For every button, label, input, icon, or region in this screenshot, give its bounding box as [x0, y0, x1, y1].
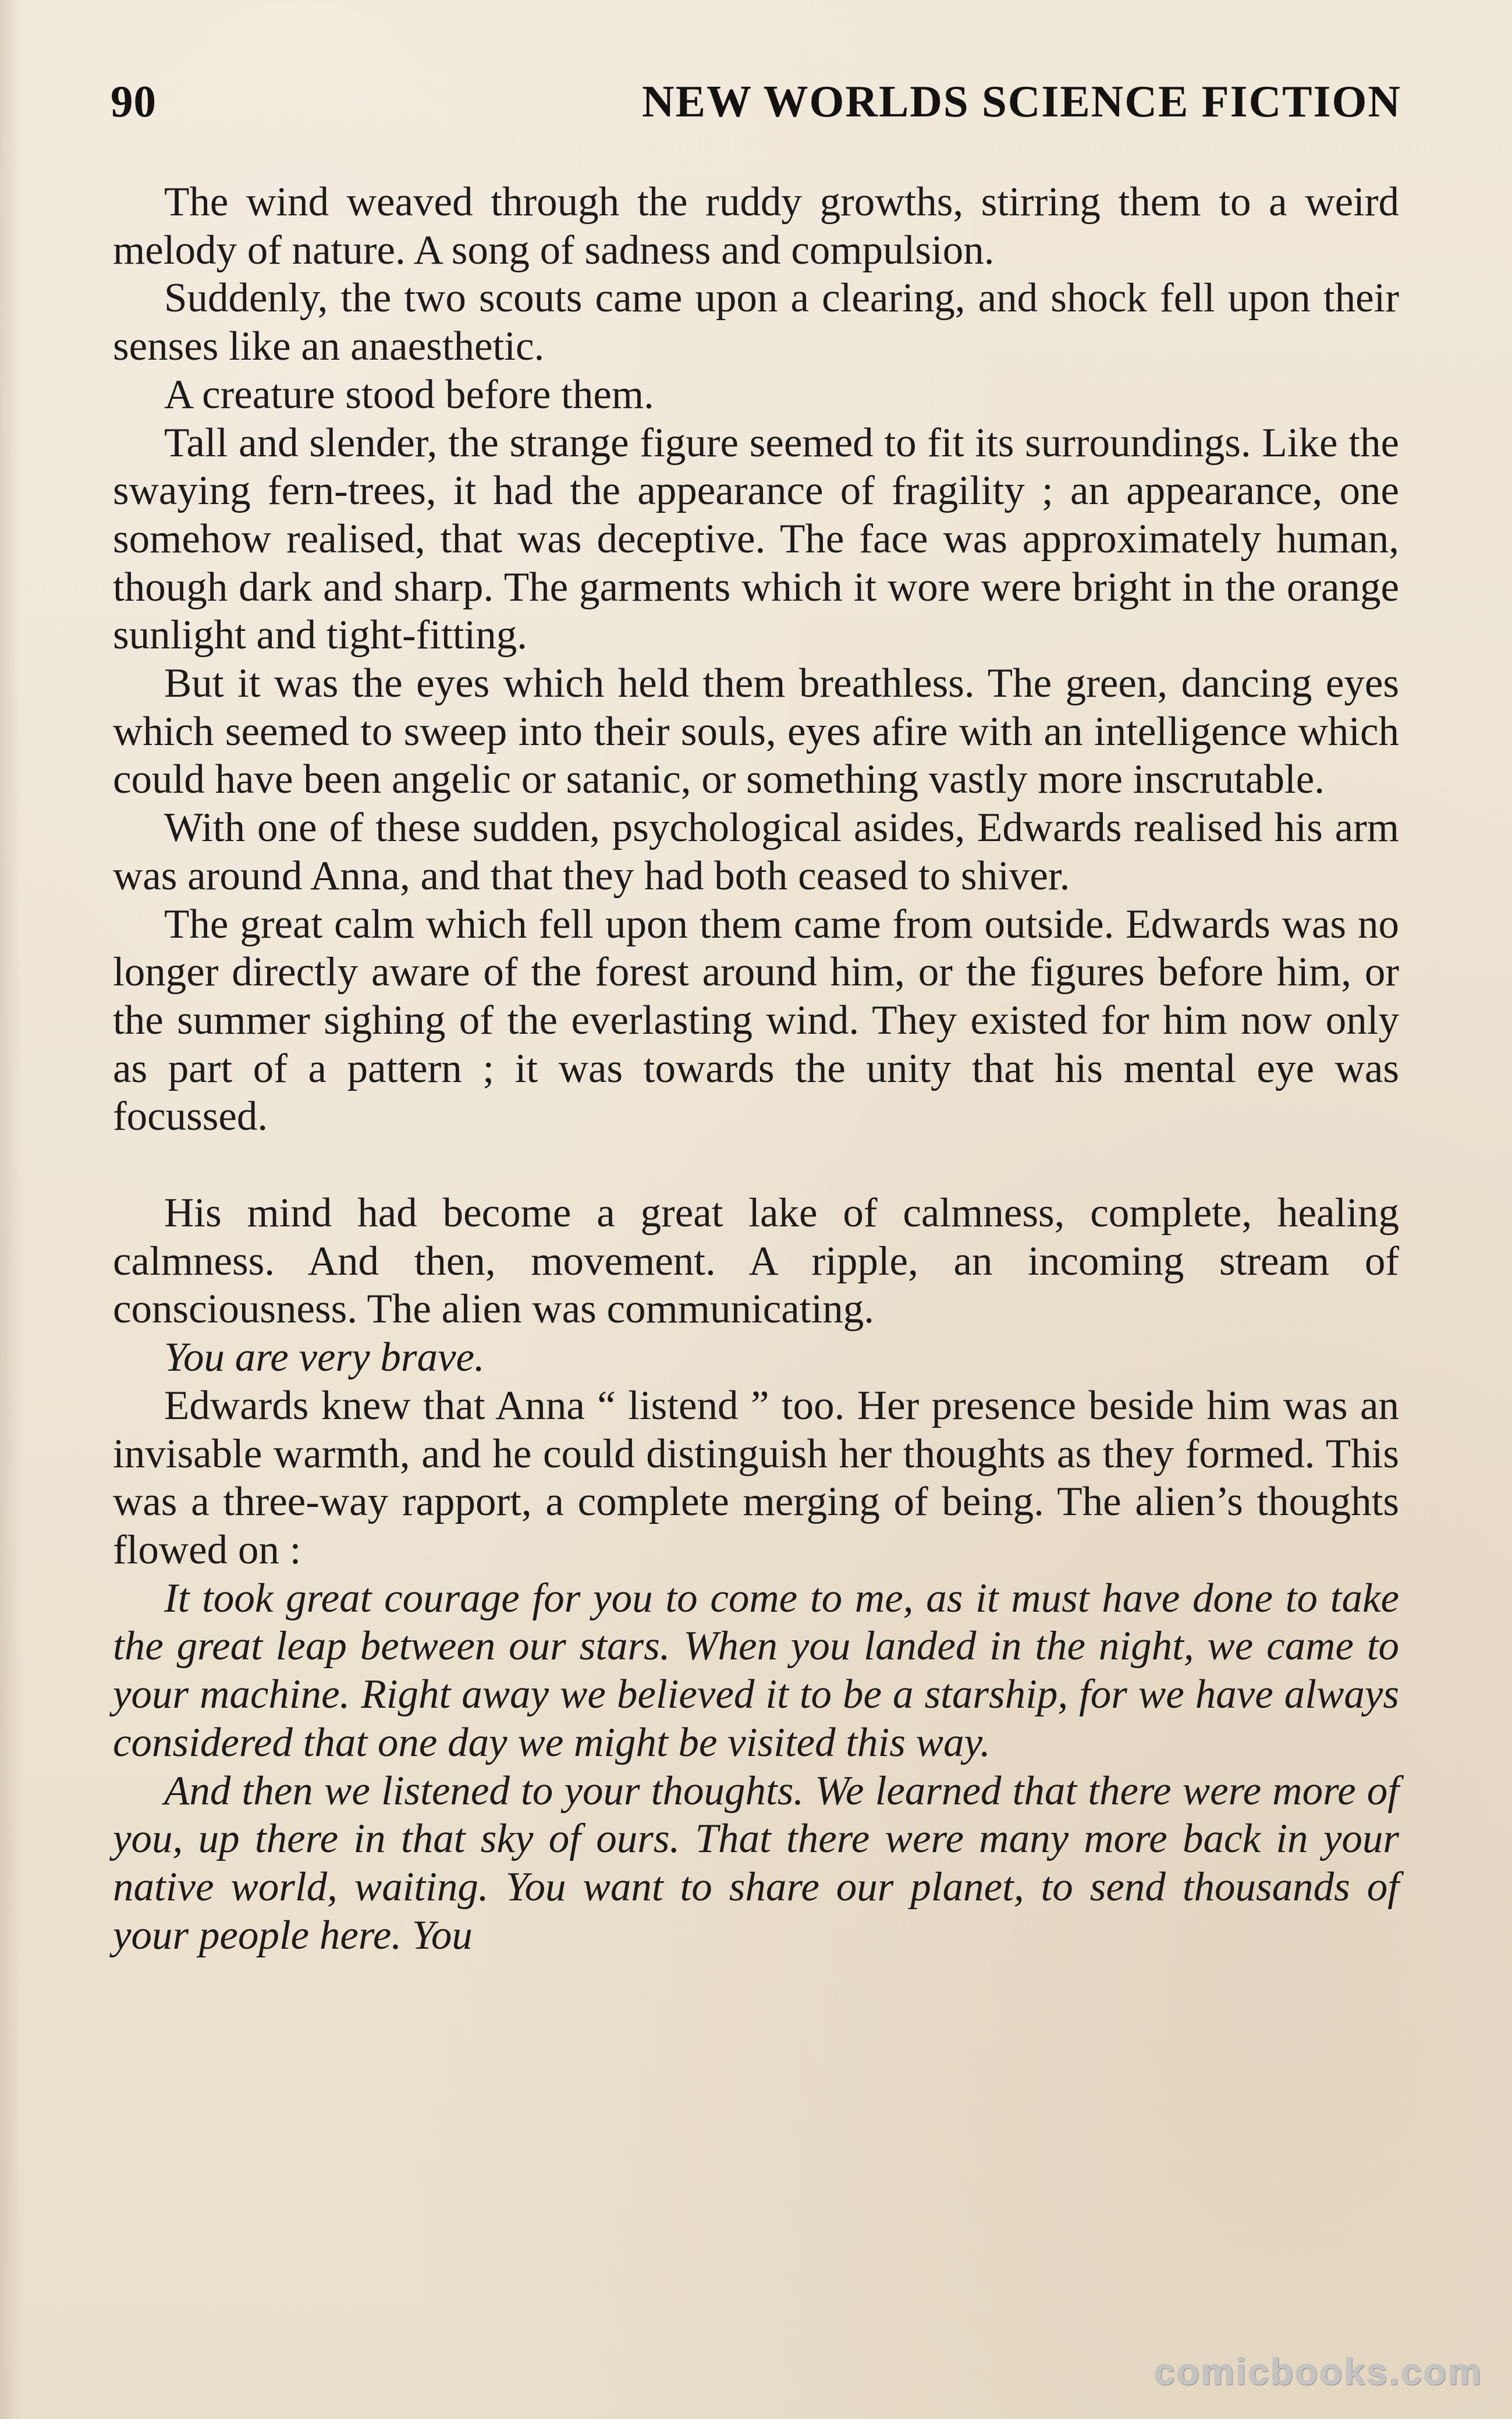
paragraph: Edwards knew that Anna “ listend ” too. Her presence beside him was an invisable warmth, and he could distinguish her thoughts as they formed. This was a three-way rapport, a complete merging of being. The alien’s thoughts flowed on :: [113, 1382, 1399, 1573]
paragraph: His mind had become a great lake of calmness, complete, healing calmness. And then, movement. A ripple, an incoming stream of consciousness. The alien was communicating.: [113, 1190, 1399, 1332]
page-header: [111, 76, 1401, 137]
paragraph: With one of these sudden, psychological asides, Edwards realised his arm was around Anna, and that they had both ceased to shiver.: [113, 805, 1399, 899]
running-title: NEW WORLDS SCIENCE FICTION: [642, 76, 1401, 126]
paragraph: The wind weaved through the ruddy growths, stirring them to a weird melody of nature. A song of sadness and compulsion.: [113, 179, 1399, 273]
paragraph: A creature stood before them.: [164, 371, 654, 417]
source-watermark: comicbooks.com: [1154, 2351, 1483, 2393]
italic-paragraph: It took great courage for you to come to me, as it must have done to take the great leap between our stars. When you landed in the night, we came to your machine. Right away we believed it to be a starship, for we have always considered that one day we might be visited this way.: [113, 1575, 1399, 1765]
page-number: 90: [111, 76, 157, 126]
paragraph: Tall and slender, the strange figure seemed to fit its surroundings. Like the swaying fern-trees, it had the appearance of fragility ; an appearance, one somehow realised, that was deceptive. The face was approximately human, though dark and sharp. The garments which it wore were bright in the orange sunlight and tight-fitting.: [113, 420, 1399, 658]
paragraph: Suddenly, the two scouts came upon a clearing, and shock fell upon their senses like an anaesthetic.: [113, 275, 1399, 370]
italic-paragraph: You are very brave.: [164, 1335, 485, 1381]
italic-paragraph: And then we listened to your thoughts. We learned that there were more of you, up there in that sky of ours. That there were many more back in your native world, waiting. You want to share our planet, to send thousands of your people here. You: [113, 1768, 1399, 1958]
paragraph: But it was the eyes which held them breathless. The green, dancing eyes which seemed to sweep into their souls, eyes afire with an intelligence which could have been angelic or satanic, or something vastly more inscrutable.: [113, 661, 1399, 803]
body-text: [113, 178, 1399, 1959]
paragraph: The great calm which fell upon them came from outside. Edwards was no longer directly aware of the forest around him, or the figures before him, or the summer sighing of the everlasting wind. They existed for him now only as part of a pattern ; it was towards the unity that his mental eye was focussed.: [113, 901, 1399, 1140]
page-edge-shadow: [0, 0, 22, 2419]
